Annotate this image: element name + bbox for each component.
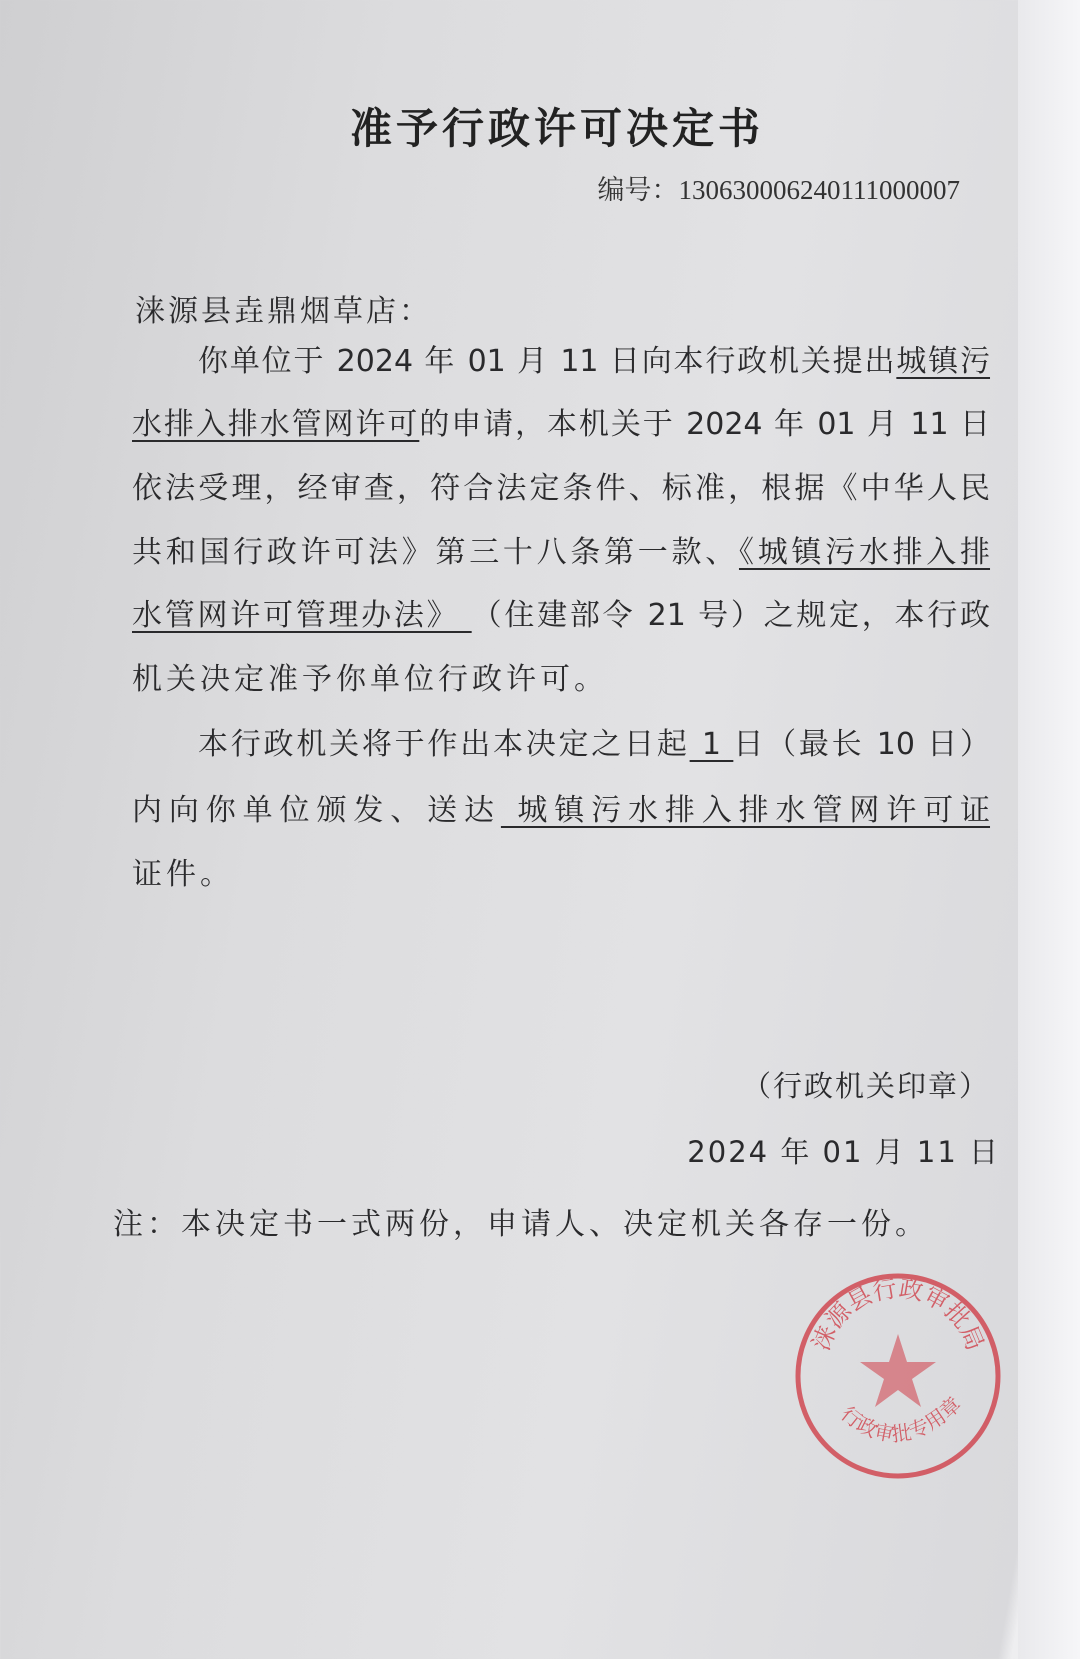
body-text: 依法受理，经审查，符合法定条件、标准，根据《中华人民 bbox=[132, 471, 990, 506]
body-text: 证件。 bbox=[132, 857, 234, 892]
underlined-text: 城镇污水排入排水管网许可证 bbox=[500, 793, 991, 828]
body-text: 本行政机关将于作出本决定之日起 bbox=[198, 727, 690, 762]
paragraph1-line bbox=[198, 342, 990, 382]
document-number bbox=[598, 168, 961, 207]
body-text: 日（最长 10 日） bbox=[733, 727, 991, 762]
document-number-label: 编号： bbox=[597, 175, 679, 206]
paragraph1-line bbox=[132, 469, 990, 509]
official-seal bbox=[790, 1268, 1006, 1484]
body-text: 机关决定准予你单位行政许可。 bbox=[132, 662, 608, 697]
paragraph1-line bbox=[132, 596, 990, 636]
issue-date: 2024 年 01 月 11 日 bbox=[687, 1135, 1000, 1169]
seal-note: （行政机关印章） bbox=[741, 1069, 990, 1103]
underlined-text: 水管网许可管理办法》 bbox=[132, 598, 472, 633]
document-title: 准予行政许可决定书 bbox=[349, 104, 764, 153]
underlined-text: 《城镇污水排入排 bbox=[738, 535, 991, 570]
salutation: 涞源县垚鼎烟草店： bbox=[135, 294, 432, 329]
paragraph2-line bbox=[132, 855, 990, 895]
underlined-text: 城镇污 bbox=[896, 344, 991, 379]
body-text: 内向你单位颁发、送达 bbox=[132, 793, 501, 828]
body-text: 你单位于 2024 年 01 月 11 日向本行政机关提出 bbox=[198, 344, 897, 379]
paper-edge bbox=[1018, 0, 1080, 1659]
paragraph2-line bbox=[198, 725, 990, 765]
body-text: 的申请，本机关于 2024 年 01 月 11 日 bbox=[419, 407, 990, 442]
body-text: （住建部令 21 号）之规定，本行政 bbox=[471, 598, 990, 633]
underlined-text: 水排入排水管网许可 bbox=[132, 407, 420, 442]
seal-bottom-text: 行政审批专用章 bbox=[836, 1391, 966, 1447]
paragraph2-line bbox=[132, 791, 990, 831]
paragraph1-line bbox=[132, 533, 990, 573]
document-number-value: 130630006240111000007 bbox=[678, 175, 960, 205]
seal-top-text: 涞源县行政审批局 bbox=[806, 1274, 990, 1355]
body-text: 共和国行政许可法》第三十八条第一款、 bbox=[132, 535, 739, 570]
paragraph1-line bbox=[132, 405, 990, 445]
footnote: 注：本决定书一式两份，申请人、决定机关各存一份。 bbox=[113, 1207, 929, 1242]
underlined-text: 1 bbox=[689, 727, 734, 762]
paragraph1-line bbox=[132, 660, 990, 700]
seal-star-icon bbox=[860, 1334, 936, 1407]
